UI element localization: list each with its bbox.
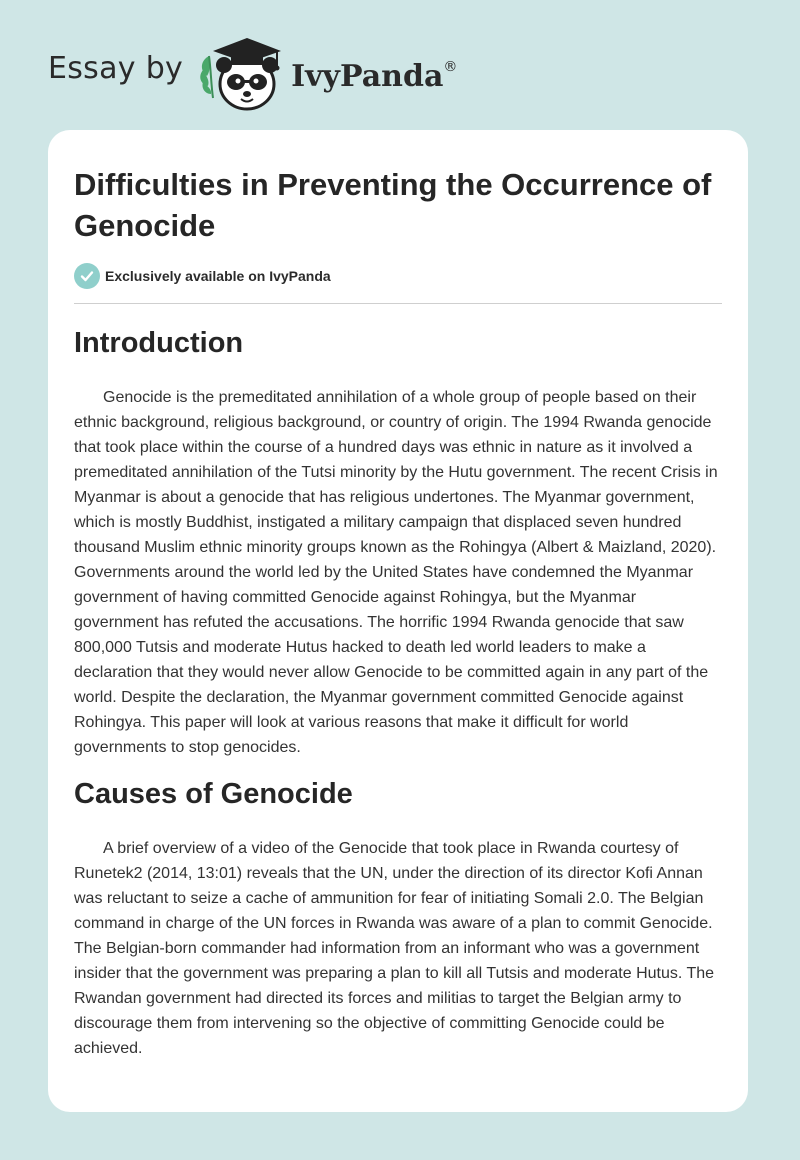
brand-header[interactable] bbox=[48, 34, 457, 114]
essay-card bbox=[48, 130, 748, 1112]
panda-logo-icon bbox=[197, 34, 287, 114]
divider bbox=[74, 303, 722, 304]
brand-name: IvyPanda® bbox=[291, 58, 458, 94]
check-icon bbox=[74, 263, 100, 289]
exclusive-badge bbox=[74, 263, 331, 289]
exclusive-label: Exclusively available on IvyPanda bbox=[105, 268, 331, 284]
section-paragraph-introduction: Genocide is the premeditated annihilation of a whole group of people based on their ethnic background, religious background, or country of origin. The 1994 Rwanda genocide that took place within the course of a hundred days was ethnic in nature as it involved a premeditated annihilation of the Tutsi minority by the Hutu government. The recent Crisis in Myanmar is about a genocide that has religious undertones. The Myanmar government, which is mostly Buddhist, instigated a military campaign that displaced seven hundred thousand Muslim ethnic minority groups known as the Rohingya (Albert & Maizland, 2020). Governments around the world led by the United States have condemned the Myanmar government of having committed Genocide against Rohingya, but the Myanmar government has refuted the accusations. The horrific 1994 Rwanda genocide that saw 800,000 Tutsis and moderate Hutus hacked to death led world leaders to make a declaration that they would never allow Genocide to be committed again in any part of the world. Despite the declaration, the Myanmar government committed Genocide against Rohingya. This paper will look at various reasons that make it difficult for world governments to stop genocides. bbox=[74, 389, 718, 756]
section-paragraph-causes: A brief overview of a video of the Genocide that took place in Rwanda courtesy of Runetek2 (2014, 13:01) reveals that the UN, under the direction of its director Kofi Annan was reluctant to seize a cache of ammunition for fear of initiating Somali 2.0. The Belgian command in charge of the UN forces in Rwanda was aware of a plan to commit Genocide. The Belgian-born commander had information from an informant who was a government insider that the government was preparing a plan to kill all Tutsis and moderate Hutus. The Rwandan government had directed its forces and militias to target the Belgian army to discourage them from intervening so the objective of committing Genocide could be achieved. bbox=[74, 840, 715, 1057]
registered-mark: ® bbox=[443, 58, 458, 75]
page-title: Difficulties in Preventing the Occurrence of Genocide bbox=[74, 167, 712, 243]
brand-prefix: Essay by bbox=[48, 50, 184, 86]
section-heading-causes: Causes of Genocide bbox=[74, 778, 353, 810]
section-heading-introduction: Introduction bbox=[74, 327, 244, 359]
